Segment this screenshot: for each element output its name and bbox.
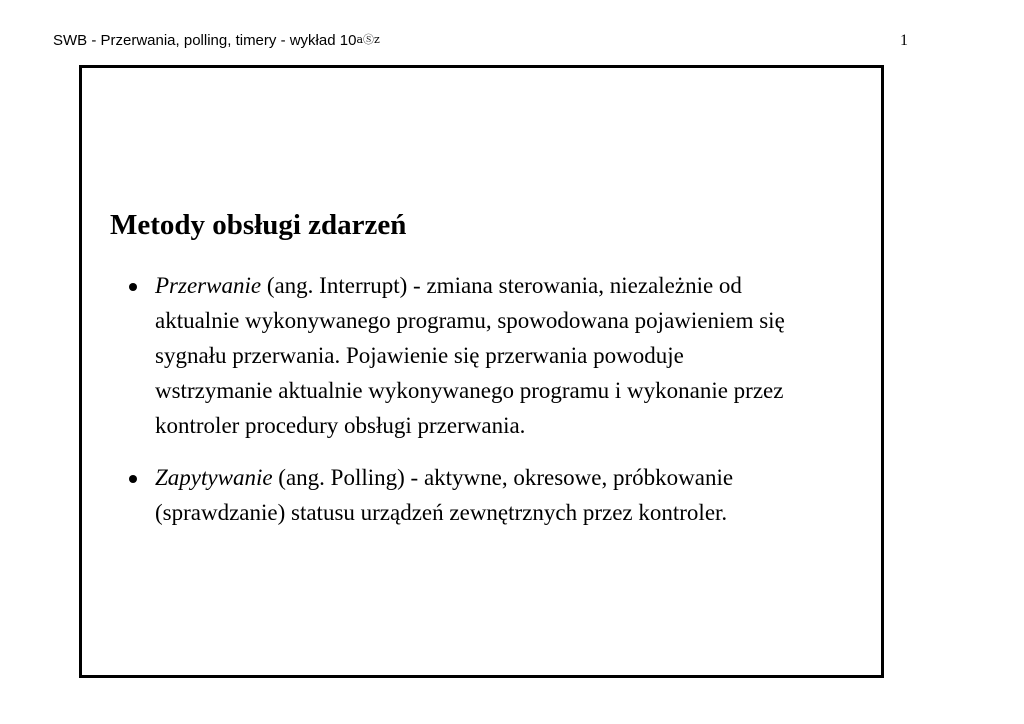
bullet-line: (sprawdzanie) statusu urządzeń zewnętrznych przez kontroler. <box>155 500 728 525</box>
bullet-line: wstrzymanie aktualnie wykonywanego programu i wykonanie przez <box>155 378 784 403</box>
bullet-item-polling <box>155 460 875 530</box>
header-title-text: SWB - Przerwania, polling, timery - wykład 10 <box>53 32 357 49</box>
header-superscript: aⓈz <box>356 33 380 46</box>
bullet-line: kontroler procedury obsługi przerwania. <box>155 413 526 438</box>
slide-heading: Metody obsługi zdarzeń <box>110 209 407 241</box>
bullet-line <box>155 268 875 303</box>
bullet-dot-icon <box>129 475 137 483</box>
bullet-line: sygnału przerwania. Pojawienie się przerwania powoduje <box>155 343 684 368</box>
bullet-line: aktualnie wykonywanego programu, spowodowana pojawieniem się <box>155 308 785 333</box>
bullet-dot-icon <box>129 283 137 291</box>
bullet-term: Zapytywanie <box>155 465 273 490</box>
bullet-text: (ang. Polling) - aktywne, okresowe, próbkowanie <box>272 465 734 490</box>
page-number: 1 <box>900 32 908 49</box>
bullet-term: Przerwanie <box>155 273 262 298</box>
bullet-text: (ang. Interrupt) - zmiana sterowania, niezależnie od <box>261 273 742 298</box>
bullet-item-interrupt <box>155 268 875 443</box>
bullet-line <box>155 460 875 495</box>
page-header-title <box>53 31 380 52</box>
